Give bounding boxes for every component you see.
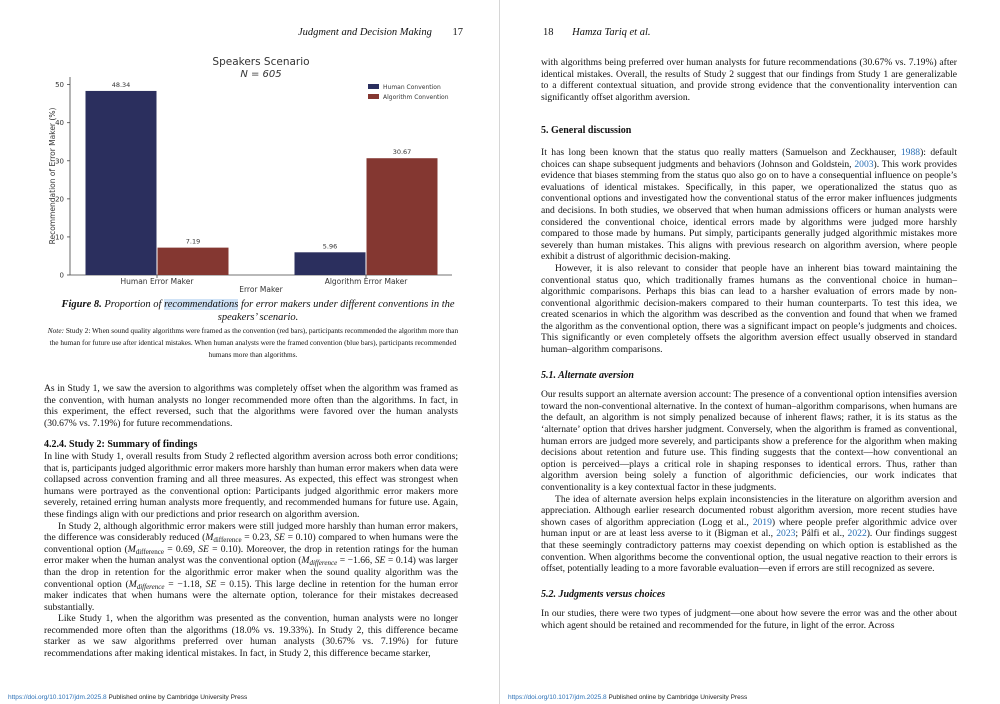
legend-swatch [368, 94, 379, 99]
subsection-heading: 5.1. Alternate aversion [541, 369, 634, 381]
caption-text-end: for error makers under different conventions in the speakers’ scenario. [217, 299, 455, 323]
paragraph: As in Study 1, we saw the aversion to algorithms was completely offset when the algorithm was framed as the convention, with human analysts no longer recommended more often than the algorithms. In fact, in this experiment, the effect reversed, such that the algorithms were favored over the human analysts (30.67% vs. 7.19%) for future recommendations. [44, 383, 458, 429]
figure-caption [58, 298, 458, 324]
citation-link[interactable]: 2023 [776, 528, 796, 540]
citation-link[interactable]: 2022 [847, 528, 867, 540]
bar-0-0 [86, 91, 157, 275]
x-tick-label: Human Error Maker [120, 277, 194, 286]
figure-note [46, 325, 460, 361]
note-label: Note: [47, 326, 64, 335]
note-text: Study 2: When sound quality algorithms were framed as the convention (red bars), participants recommended the algorithm more than the human for future use after identical mistakes. When human analysts were the framed convention (blue bars), participants recommended humans more than algorithms. [49, 326, 459, 359]
y-tick-label: 20 [55, 195, 64, 204]
x-axis-label: Error Maker [239, 285, 283, 294]
right-page [500, 0, 1000, 704]
paragraph: with algorithms being preferred over human analysts for future recommendations (30.67% vs. 7.19%) after identical mistakes. Overall, the results of Study 2 suggest that our findings from Study 1 are generalizable to a different contextual situation, and provide strong evidence that the conventionality intervention can significantly offset algorithm aversion. [541, 57, 957, 103]
bar-value-label: 7.19 [185, 237, 201, 246]
x-tick-label: Algorithm Error Maker [324, 277, 408, 286]
bar-1-1 [367, 158, 438, 275]
bar-chart [0, 50, 500, 298]
chart-title: Speakers Scenario [212, 56, 310, 68]
publisher-note: Published online by Cambridge University Press [106, 694, 248, 701]
paragraph: In Study 2, although algorithmic error makers were still judged more harshly than human error makers, the difference was considerably reduced ($M_{difference} = 0.23$, SE = 0.10) compared to when humans were the conventional option ($M_{difference} = 0.69$, SE = 0.10). Moreover, the drop in retention ratings for the human error maker when the human analyst was the conventional option ($M_{difference} = -1.66$, SE = 0.14) was larger than the drop in retention for the algorithmic error maker when the sound quality algorithm was the conventional option ($M_{difference} = -1.18$, SE = 0.15). This large decline in retention for the human error maker indicates that when humans were the alternate option, tolerance for their mistakes decreased substantially. [44, 520, 459, 613]
paragraph: Our results support an alternate aversion account: The presence of a conventional option intensifies aversion toward the non-conventional alternative. In the context of human–algorithm comparisons, when humans are the default, an algorithm is not simply penalized because of inherent flaws; rather, it is its status as the ‘alternate’ option that drives harsher judgment. Conversely, when the algorithm is framed as conventional, human errors are judged more severely, and participants show a preference for the algorithm when making decisions about retention and future use. This finding suggests that the context—how conventional an option is perceived—plays a critical role in shaping responses to identical errors. Thus, rather than algorithm aversion being solely a function of algorithmic deficiencies, our work indicates that conventionality is a key contextual factor in these judgments. [541, 389, 957, 493]
y-axis-label: Recommendation of Error Maker (%) [48, 107, 57, 245]
footer [8, 694, 247, 701]
y-tick-label: 40 [55, 119, 64, 128]
doi-link[interactable]: https://doi.org/10.1017/jdm.2025.8 [8, 694, 107, 701]
legend-label: Human Convention [383, 84, 441, 91]
figure-label: Figure 8. [61, 299, 102, 310]
running-authors: Hamza Tariq et al. [572, 27, 651, 38]
subsection-heading: 5.2. Judgments versus choices [541, 588, 666, 600]
y-tick-label: 50 [55, 81, 64, 90]
citation-link[interactable]: 2003 [854, 158, 874, 170]
citation-link[interactable]: 2019 [752, 516, 772, 528]
publisher-note: Published online by Cambridge University Press [606, 694, 748, 701]
section-heading: 5. General discussion [541, 125, 632, 137]
journal-title: Judgment and Decision Making [298, 27, 432, 38]
caption-highlighted-word[interactable]: recommendations [164, 299, 239, 310]
chart-subtitle: N = 605 [240, 69, 282, 80]
legend-label: Algorithm Convention [383, 94, 449, 101]
caption-text-start: Proportion of [104, 299, 165, 310]
y-tick-label: 10 [55, 233, 64, 242]
y-tick-label: 0 [59, 271, 64, 280]
paragraph: In line with Study 1, overall results from Study 2 reflected algorithm aversion across both error conditions; that is, participants judged algorithmic error makers more harshly than human error makers when data were collapsed across convention framing and all three measures. As expected, this effect was strongest when humans were portrayed as the conventional option: Participants judged algorithmic error makers more severely, retained erring human analysts more frequently, and recommended humans for future use. Again, these findings align with our predictions and prior research on algorithm aversion. [44, 450, 458, 520]
paragraph: In our studies, there were two types of judgment—one about how severe the error was and the other about which agent should be retained and recommended for the future, in light of the error. Across [541, 608, 957, 631]
doi-link[interactable]: https://doi.org/10.1017/jdm.2025.8 [508, 694, 607, 701]
footer [508, 694, 747, 701]
section-heading: 4.2.4. Study 2: Summary of findings [44, 439, 198, 451]
running-header [298, 27, 463, 38]
running-header [543, 27, 651, 38]
y-tick-label: 30 [55, 157, 64, 166]
paragraph: The idea of alternate aversion helps explain inconsistencies in the literature on algorithm aversion and appreciation. Although earlier research documented robust algorithm aversion, more recent studies have shown cases of algorithm appreciation (Logg et al., 2019) where people prefer algorithmic advice over human input or are at least less averse to it (Bigman et al., 2023; Pálfi et al., 2022). Our findings suggest that these seemingly contradictory patterns may coexist depending on which option is established as the convention. When algorithms become the conventional option, the usual negative reaction to their errors is offset, potentially leading to a more favorable evaluation—even if errors are still recognized as severe. [541, 493, 958, 575]
paragraph: It has long been known that the status quo really matters (Samuelson and Zeckhauser, 1988): default choices can shape subsequent judgments and behaviors (Johnson and Goldstein, 2003). This work provides evidence that biases stemming from the status quo also go on to have a consequential influence on people’s evaluations of identical mistakes. Specifically, in this paper, we operationalized the status quo as conventional options and investigated how the conventional status of the error maker influences judgments and decisions. In both studies, we observed that when human admissions officers or human analysts were considered the conventional choice, identical errors made by algorithms were judged more harshly compared to those made by humans. Put simply, participants generally judged algorithmic mistakes more severely than human mistakes. This aligns with previous research on algorithm aversion, where people exhibit a distrust of algorithmic decision-making. [541, 146, 957, 263]
bar-0-1 [158, 248, 229, 275]
legend-swatch [368, 84, 379, 89]
right-body [541, 57, 957, 632]
citation-link[interactable]: 1988 [900, 146, 921, 158]
bar-1-0 [295, 252, 366, 275]
paragraph: However, it is also relevant to consider that people have an inherent bias toward maintaining the conventional status quo, which traditionally frames humans as the conventional choice in human–algorithmic comparisons. Perhaps this bias can lead to a harsher evaluation of errors made by non-conventional algorithmic decision-makers compared to their human counterparts. To test this idea, we created scenarios in which the algorithm was described as the convention and found that when we framed the algorithm as the conventional option, there was a significant impact on people’s judgments and choices. This significantly or even completely offsets the algorithm aversion effect usually observed in standard human–algorithm comparisons. [541, 262, 957, 356]
bar-value-label: 30.67 [392, 148, 412, 157]
left-body [44, 383, 458, 660]
page-number: 17 [452, 27, 463, 38]
page-number: 18 [543, 27, 554, 38]
bar-value-label: 48.34 [111, 80, 131, 89]
bar-value-label: 5.96 [322, 242, 338, 251]
paragraph: Like Study 1, when the algorithm was presented as the convention, human analysts were no longer recommended more often than the algorithms (18.0% vs. 19.33%). In Study 2, this difference became starker as we saw algorithms preferred over human analysts (30.67% vs. 7.19%) for future recommendations after making identical mistakes. In fact, in Study 2, this difference became starker, [44, 613, 458, 660]
